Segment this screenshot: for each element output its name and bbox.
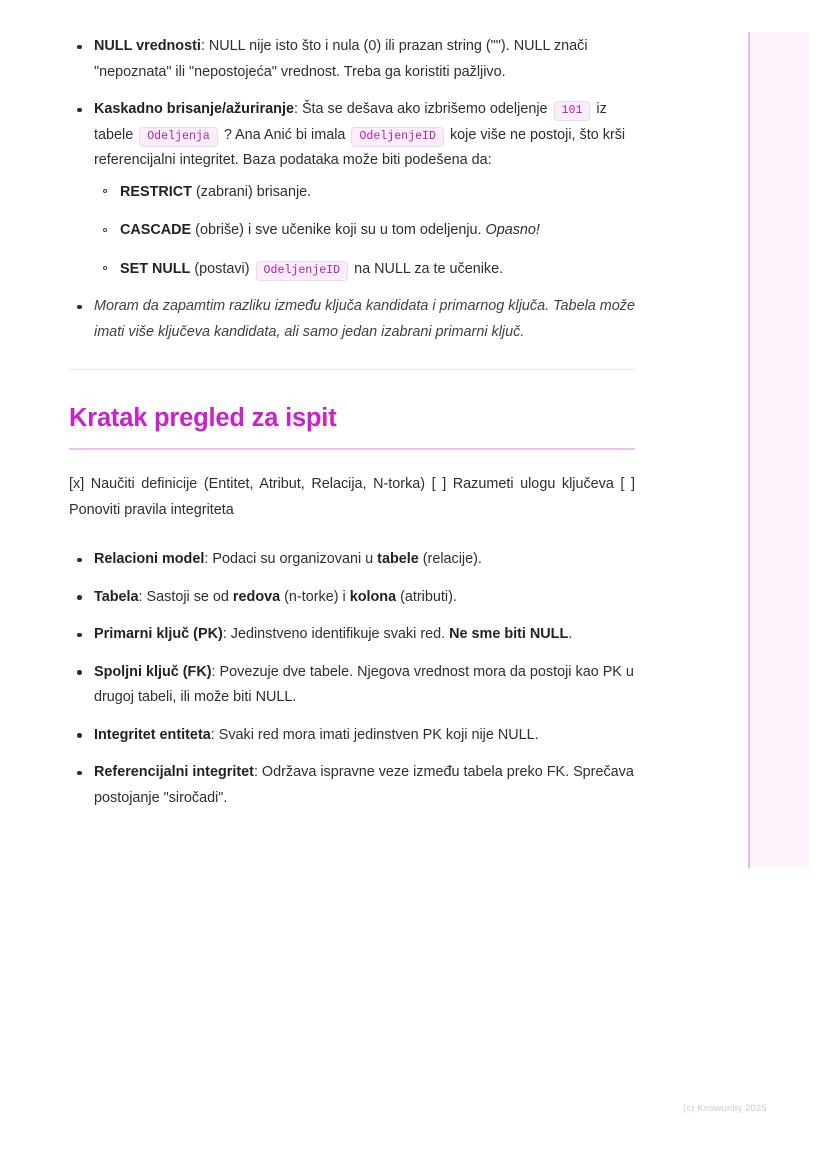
notes-list	[69, 34, 635, 345]
code-badge-odeljenja: Odeljenja	[139, 127, 218, 147]
cascade-options-list	[94, 180, 635, 283]
sub-item-restrict	[94, 180, 635, 206]
summary-list	[69, 547, 635, 811]
summary-item-entity-integrity	[69, 723, 635, 749]
decorative-side-panel	[748, 32, 810, 868]
term-table: Tabela	[94, 588, 139, 605]
bold-kolona: kolona	[349, 588, 397, 605]
term-relational-model: Relacioni model	[94, 551, 205, 567]
emphasis-opasno: Opasno!	[485, 222, 540, 238]
term-primary-key: Primarni ključ (PK)	[94, 626, 223, 642]
summary-item-primary-key	[69, 622, 635, 648]
term-foreign-key: Spoljni ključ (FK)	[94, 663, 212, 680]
bold-tabele: tabele	[377, 551, 419, 567]
summary-item-relational-model	[69, 547, 635, 573]
table-seg-2: (n-torke) i	[280, 588, 350, 605]
primary-key-seg-1: : Jedinstveno identifikuje svaki red.	[222, 626, 450, 642]
set-null-seg-1: (postavi)	[190, 260, 254, 277]
entity-integrity-text: : Svaki red mora imati jedinstven PK koji nije NULL.	[210, 726, 539, 743]
personal-note-text: Moram da zapamtim razliku između ključa kandidata i primarnog ključa. Tabela može imati više ključeva kandidata, ali samo jedan izabrani primarni ključ.	[94, 298, 635, 340]
text-null-values: : NULL nije isto što i nula (0) ili prazan string (""). NULL znači "nepoznata" ili "nepostojeća" vrednost. Treba ga koristiti pažljivo.	[94, 38, 588, 80]
term-set-null: SET NULL	[120, 260, 191, 277]
term-referential-integrity: Referencijalni integritet	[94, 764, 254, 780]
list-item-cascade	[69, 97, 635, 282]
referential-integrity-text: : Održava ispravne veze između tabela preko FK. Sprečava postojanje "siročadi".	[94, 764, 634, 806]
code-badge-odeljenjeid-2: OdeljenjeID	[256, 261, 349, 281]
term-cascade-option: CASCADE	[120, 222, 192, 238]
bold-redova: redova	[232, 588, 281, 605]
bold-ne-sme-biti-null: Ne sme biti NULL	[449, 626, 569, 642]
table-seg-1: : Sastoji se od	[138, 588, 233, 605]
table-seg-3: (atributi).	[396, 588, 457, 605]
code-badge-odeljenjeid-1: OdeljenjeID	[351, 127, 444, 147]
text-restrict: (zabrani) brisanje.	[191, 183, 312, 200]
summary-item-referential-integrity	[69, 760, 635, 811]
document-content	[69, 34, 635, 811]
sub-item-cascade	[94, 218, 635, 244]
term-entity-integrity: Integritet entiteta	[94, 726, 211, 743]
list-item-personal-note	[69, 294, 635, 345]
primary-key-seg-2: .	[568, 626, 573, 642]
cascade-seg-1: : Šta se dešava ako izbrišemo odeljenje	[293, 101, 552, 117]
text-cascade-option: (obriše) i sve učenike koji su u tom odeljenju.	[191, 222, 486, 238]
page-title: Kratak pregled za ispit	[69, 404, 337, 432]
cascade-seg-2: iz tabele	[94, 101, 607, 143]
summary-item-foreign-key	[69, 660, 635, 711]
title-underline	[69, 448, 635, 450]
list-item-null-values	[69, 34, 635, 85]
code-badge-101: 101	[554, 101, 591, 121]
cascade-seg-3: ? Ana Anić bi imala	[219, 126, 350, 143]
section-divider	[69, 369, 635, 370]
footer-copyright: (c) Knowunity 2025	[683, 1102, 767, 1113]
summary-item-table	[69, 585, 635, 611]
term-null-values: NULL vrednosti	[94, 38, 201, 54]
term-restrict: RESTRICT	[120, 183, 192, 200]
foreign-key-text: : Povezuje dve tabele. Njegova vrednost mora da postoji kao PK u drugoj tabeli, ili može biti NULL.	[94, 663, 634, 705]
relational-model-seg-2: (relacije).	[418, 551, 482, 567]
term-cascade: Kaskadno brisanje/ažuriranje	[94, 101, 294, 117]
exam-checklist: [x] Naučiti definicije (Entitet, Atribut, Relacija, N-torka) [ ] Razumeti ulogu ključeva [ ] Ponoviti pravila integriteta	[69, 476, 635, 518]
cascade-seg-4: koje više ne postoji, što krši referencijalni integritet. Baza podataka može biti podešena da:	[94, 126, 626, 168]
relational-model-seg-1: : Podaci su organizovani u	[204, 551, 378, 567]
set-null-seg-2: na NULL za te učenike.	[350, 260, 504, 277]
sub-item-set-null	[94, 257, 635, 283]
